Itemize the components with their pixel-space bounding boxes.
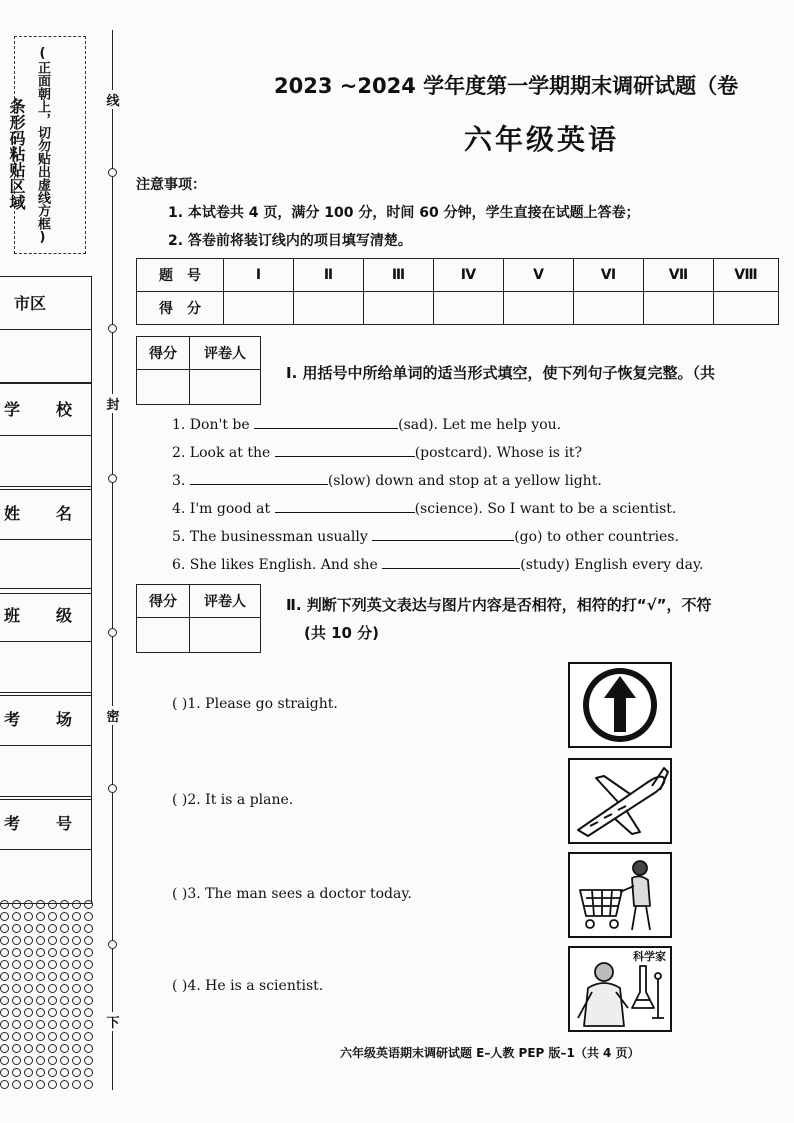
binding-hole [108, 940, 117, 949]
bubble [72, 948, 81, 957]
bubble [0, 900, 9, 909]
bubble [48, 1044, 57, 1053]
bubble [84, 1068, 93, 1077]
judge-text: 4. He is a scientist. [187, 978, 324, 994]
bubble [36, 1020, 45, 1029]
section2-title: Ⅱ. 判断下列英文表达与图片内容是否相符，相符的打“√”，不符 [286, 596, 712, 614]
bubble [60, 1056, 69, 1065]
bubble [84, 1044, 93, 1053]
field-name-box[interactable] [0, 486, 92, 594]
field-name-label: 名 [56, 504, 73, 523]
picture-straight-arrow [568, 662, 672, 748]
bubble [36, 1032, 45, 1041]
bubble [60, 960, 69, 969]
score-table-header-row [137, 259, 779, 292]
bubble [72, 936, 81, 945]
up-arrow-icon [570, 664, 670, 746]
bubble [60, 1008, 69, 1017]
bubble [84, 1020, 93, 1029]
bubble [60, 1068, 69, 1077]
bubble [60, 1044, 69, 1053]
answer-blank[interactable] [275, 498, 415, 513]
bubble [24, 1068, 33, 1077]
bubble [48, 960, 57, 969]
score-col-header: Ⅳ [434, 259, 504, 292]
bubble [12, 972, 21, 981]
binding-hole [108, 474, 117, 483]
bubble [36, 1008, 45, 1017]
bubble [60, 984, 69, 993]
answer-blank[interactable] [190, 470, 328, 485]
note-item: 2. 答卷前将装订线内的项目填写清楚。 [168, 233, 412, 249]
score-col-header: Ⅵ [574, 259, 644, 292]
bubble [84, 1008, 93, 1017]
bubble [12, 1032, 21, 1041]
bubble [48, 924, 57, 933]
field-name-prefix: 姓 [4, 504, 21, 523]
answer-paren[interactable]: ( ) [172, 978, 188, 994]
grader-box-1 [136, 336, 261, 405]
bubble [48, 1080, 57, 1089]
section2-title-line2: (共 10 分) [304, 624, 380, 642]
bubble [72, 984, 81, 993]
bubble [24, 1044, 33, 1053]
answer-blank[interactable] [275, 442, 415, 457]
binding-hole [108, 168, 117, 177]
bubble [36, 936, 45, 945]
score-cell[interactable] [434, 292, 504, 325]
picture-plane [568, 758, 672, 844]
bubble [0, 984, 9, 993]
bubble [48, 1008, 57, 1017]
grader-score-cell[interactable] [137, 370, 190, 405]
bubble [12, 960, 21, 969]
score-table [136, 258, 779, 325]
field-school-label: 校 [56, 400, 73, 419]
bubble [36, 900, 45, 909]
section1-title: Ⅰ. 用括号中所给单词的适当形式填空，使下列句子恢复完整。（共 [286, 364, 716, 382]
binding-hole [108, 324, 117, 333]
field-city-box[interactable] [0, 276, 92, 384]
barcode-title: 条形码粘贴区域 [7, 98, 26, 210]
score-col-header: Ⅰ [224, 259, 294, 292]
bubble [12, 996, 21, 1005]
bubble [48, 948, 57, 957]
bubble [24, 1020, 33, 1029]
score-cell[interactable] [714, 292, 779, 325]
question-hint: (slow) down and stop at a yellow light. [327, 473, 602, 489]
binding-char-feng: 封 [104, 394, 122, 413]
bubble [12, 924, 21, 933]
question-4 [172, 498, 676, 517]
bubble [72, 900, 81, 909]
bubble [84, 1056, 93, 1065]
question-stem: 4. I'm good at [172, 501, 271, 517]
bubble [12, 1044, 21, 1053]
field-number-box[interactable] [0, 796, 92, 904]
bubble [12, 984, 21, 993]
field-school-box[interactable] [0, 382, 92, 490]
question-hint: (go) to other countries. [514, 529, 679, 545]
bubble [48, 912, 57, 921]
bubble [84, 936, 93, 945]
binding-hole [108, 784, 117, 793]
grader-score-cell[interactable] [137, 618, 190, 653]
bubble [12, 1008, 21, 1017]
answer-blank[interactable] [382, 554, 520, 569]
grader-score-label: 得分 [137, 337, 190, 370]
bubble [72, 1032, 81, 1041]
bubble [24, 1032, 33, 1041]
bubble [72, 1080, 81, 1089]
bubble [60, 996, 69, 1005]
binding-hole [108, 628, 117, 637]
score-table-score-row [137, 292, 779, 325]
bubble [84, 912, 93, 921]
binding-char-xia: 下 [104, 1012, 122, 1031]
bubble [60, 900, 69, 909]
bubble [24, 912, 33, 921]
barcode-note: (正面朝上，切勿贴出虚线方框) [35, 46, 50, 245]
judge-text: 2. It is a plane. [187, 792, 294, 808]
bubble [0, 936, 9, 945]
bubble [48, 984, 57, 993]
bubble [84, 984, 93, 993]
field-number-label: 号 [56, 814, 73, 833]
question-5 [172, 526, 679, 545]
judge-item-4 [172, 978, 323, 994]
bubble [84, 996, 93, 1005]
bubble [0, 1008, 9, 1017]
question-stem: 5. The businessman usually [172, 529, 368, 545]
field-room-label: 场 [56, 710, 73, 729]
page-footer: 六年级英语期末调研试题 E–人教 PEP 版–1（共 4 页） [340, 1046, 640, 1060]
bubble [36, 924, 45, 933]
field-room-box[interactable] [0, 692, 92, 800]
notes-heading: 注意事项： [136, 177, 206, 193]
bubble [24, 1080, 33, 1089]
bubble [0, 996, 9, 1005]
bubble [24, 1056, 33, 1065]
bubble-grid [0, 900, 96, 1090]
score-col-header: Ⅲ [364, 259, 434, 292]
question-stem: 2. Look at the [172, 445, 271, 461]
bubble [0, 912, 9, 921]
question-2 [172, 442, 582, 461]
bubble [48, 936, 57, 945]
bubble [72, 1020, 81, 1029]
bubble [0, 1032, 9, 1041]
bubble [24, 960, 33, 969]
bubble [60, 1032, 69, 1041]
question-hint: (postcard). Whose is it? [414, 445, 583, 461]
bubble [12, 1020, 21, 1029]
bubble [84, 960, 93, 969]
question-stem: 3. [172, 473, 186, 489]
answer-blank[interactable] [372, 526, 514, 541]
judge-text: 1. Please go straight. [187, 696, 338, 712]
bubble [12, 936, 21, 945]
score-cell[interactable] [574, 292, 644, 325]
bubble [84, 972, 93, 981]
bubble [60, 972, 69, 981]
bubble [12, 1080, 21, 1089]
bubble [0, 924, 9, 933]
judge-item-1 [172, 696, 338, 712]
field-school-prefix: 学 [4, 400, 21, 419]
bubble [72, 1056, 81, 1065]
bubble [72, 1008, 81, 1017]
bubble [36, 1080, 45, 1089]
bubble [12, 1056, 21, 1065]
question-6 [172, 554, 703, 573]
bubble [48, 972, 57, 981]
bubble [12, 912, 21, 921]
bubble [48, 900, 57, 909]
score-table-row-label: 题 号 [137, 259, 224, 292]
bubble [84, 924, 93, 933]
grade-title: 六年级英语 [464, 123, 620, 156]
bubble [12, 900, 21, 909]
field-number-prefix: 考 [4, 814, 21, 833]
bubble [36, 1068, 45, 1077]
bubble [24, 948, 33, 957]
question-hint: (sad). Let me help you. [398, 417, 562, 433]
score-cell[interactable] [644, 292, 714, 325]
binding-line [112, 30, 113, 1090]
field-city-label: 市区 [14, 294, 47, 313]
field-class-prefix: 班 [4, 606, 21, 625]
picture-shopping-man [568, 852, 672, 938]
score-col-header: Ⅶ [644, 259, 714, 292]
binding-char-xian: 线 [104, 90, 122, 109]
bubble [48, 1056, 57, 1065]
bubble [12, 948, 21, 957]
bubble [36, 1044, 45, 1053]
score-cell[interactable] [224, 292, 294, 325]
bubble [0, 960, 9, 969]
bubble [60, 1080, 69, 1089]
bubble [36, 948, 45, 957]
note-item: 1. 本试卷共 4 页，满分 100 分，时间 60 分钟，学生直接在试题上答卷； [168, 205, 640, 221]
bubble [24, 900, 33, 909]
bubble [0, 972, 9, 981]
bubble [72, 1044, 81, 1053]
bubble [36, 912, 45, 921]
bubble [48, 1068, 57, 1077]
bubble [0, 948, 9, 957]
score-cell[interactable] [504, 292, 574, 325]
answer-paren[interactable]: ( ) [172, 886, 188, 902]
binding-char-mi: 密 [104, 706, 122, 725]
bubble [48, 1020, 57, 1029]
question-1 [172, 414, 561, 433]
bubble [36, 960, 45, 969]
bubble [24, 984, 33, 993]
question-stem: 6. She likes English. And she [172, 557, 378, 573]
bubble [84, 1032, 93, 1041]
bubble [0, 1068, 9, 1077]
bubble [72, 996, 81, 1005]
bubble [24, 972, 33, 981]
picture-scientist [568, 946, 672, 1032]
grader-name-cell[interactable] [190, 370, 261, 405]
bubble [84, 948, 93, 957]
bubble [36, 984, 45, 993]
picture-caption: 科学家 [633, 950, 666, 963]
bubble [0, 1056, 9, 1065]
field-class-box[interactable] [0, 588, 92, 696]
score-cell[interactable] [364, 292, 434, 325]
field-class-label: 级 [56, 606, 73, 625]
score-col-header: Ⅴ [504, 259, 574, 292]
bubble [72, 972, 81, 981]
bubble [24, 1008, 33, 1017]
score-table-row-label: 得 分 [137, 292, 224, 325]
question-stem: 1. Don't be [172, 417, 250, 433]
bubble [72, 960, 81, 969]
bubble [48, 1032, 57, 1041]
judge-item-2 [172, 792, 293, 808]
answer-paren[interactable]: ( ) [172, 696, 188, 712]
bubble [12, 1068, 21, 1077]
score-col-header: Ⅷ [714, 259, 779, 292]
bubble [72, 924, 81, 933]
bubble [48, 996, 57, 1005]
grader-box-2 [136, 584, 261, 653]
man-with-cart-icon [570, 854, 670, 936]
bubble [60, 948, 69, 957]
bubble [24, 924, 33, 933]
field-room-prefix: 考 [4, 710, 21, 729]
bubble [60, 936, 69, 945]
bubble [60, 924, 69, 933]
question-hint: (science). So I want to be a scientist. [414, 501, 677, 517]
bubble [60, 912, 69, 921]
plane-icon [570, 760, 670, 842]
answer-blank[interactable] [254, 414, 398, 429]
exam-title: 2023 ~2024 学年度第一学期期末调研试题（卷 [274, 74, 739, 98]
bubble [36, 996, 45, 1005]
score-cell[interactable] [294, 292, 364, 325]
score-col-header: Ⅱ [294, 259, 364, 292]
grader-name-label: 评卷人 [190, 585, 261, 618]
bubble [0, 1080, 9, 1089]
bubble [0, 1020, 9, 1029]
judge-text: 3. The man sees a doctor today. [187, 886, 412, 902]
bubble [24, 936, 33, 945]
bubble [60, 1020, 69, 1029]
grader-score-label: 得分 [137, 585, 190, 618]
bubble [36, 1056, 45, 1065]
grader-name-label: 评卷人 [190, 337, 261, 370]
bubble [84, 900, 93, 909]
bubble [24, 996, 33, 1005]
bubble [36, 972, 45, 981]
grader-name-cell[interactable] [190, 618, 261, 653]
bubble [0, 1044, 9, 1053]
question-3 [172, 470, 602, 489]
answer-paren[interactable]: ( ) [172, 792, 188, 808]
bubble [72, 1068, 81, 1077]
judge-item-3 [172, 886, 412, 902]
bubble [84, 1080, 93, 1089]
question-hint: (study) English every day. [520, 557, 704, 573]
bubble [72, 912, 81, 921]
